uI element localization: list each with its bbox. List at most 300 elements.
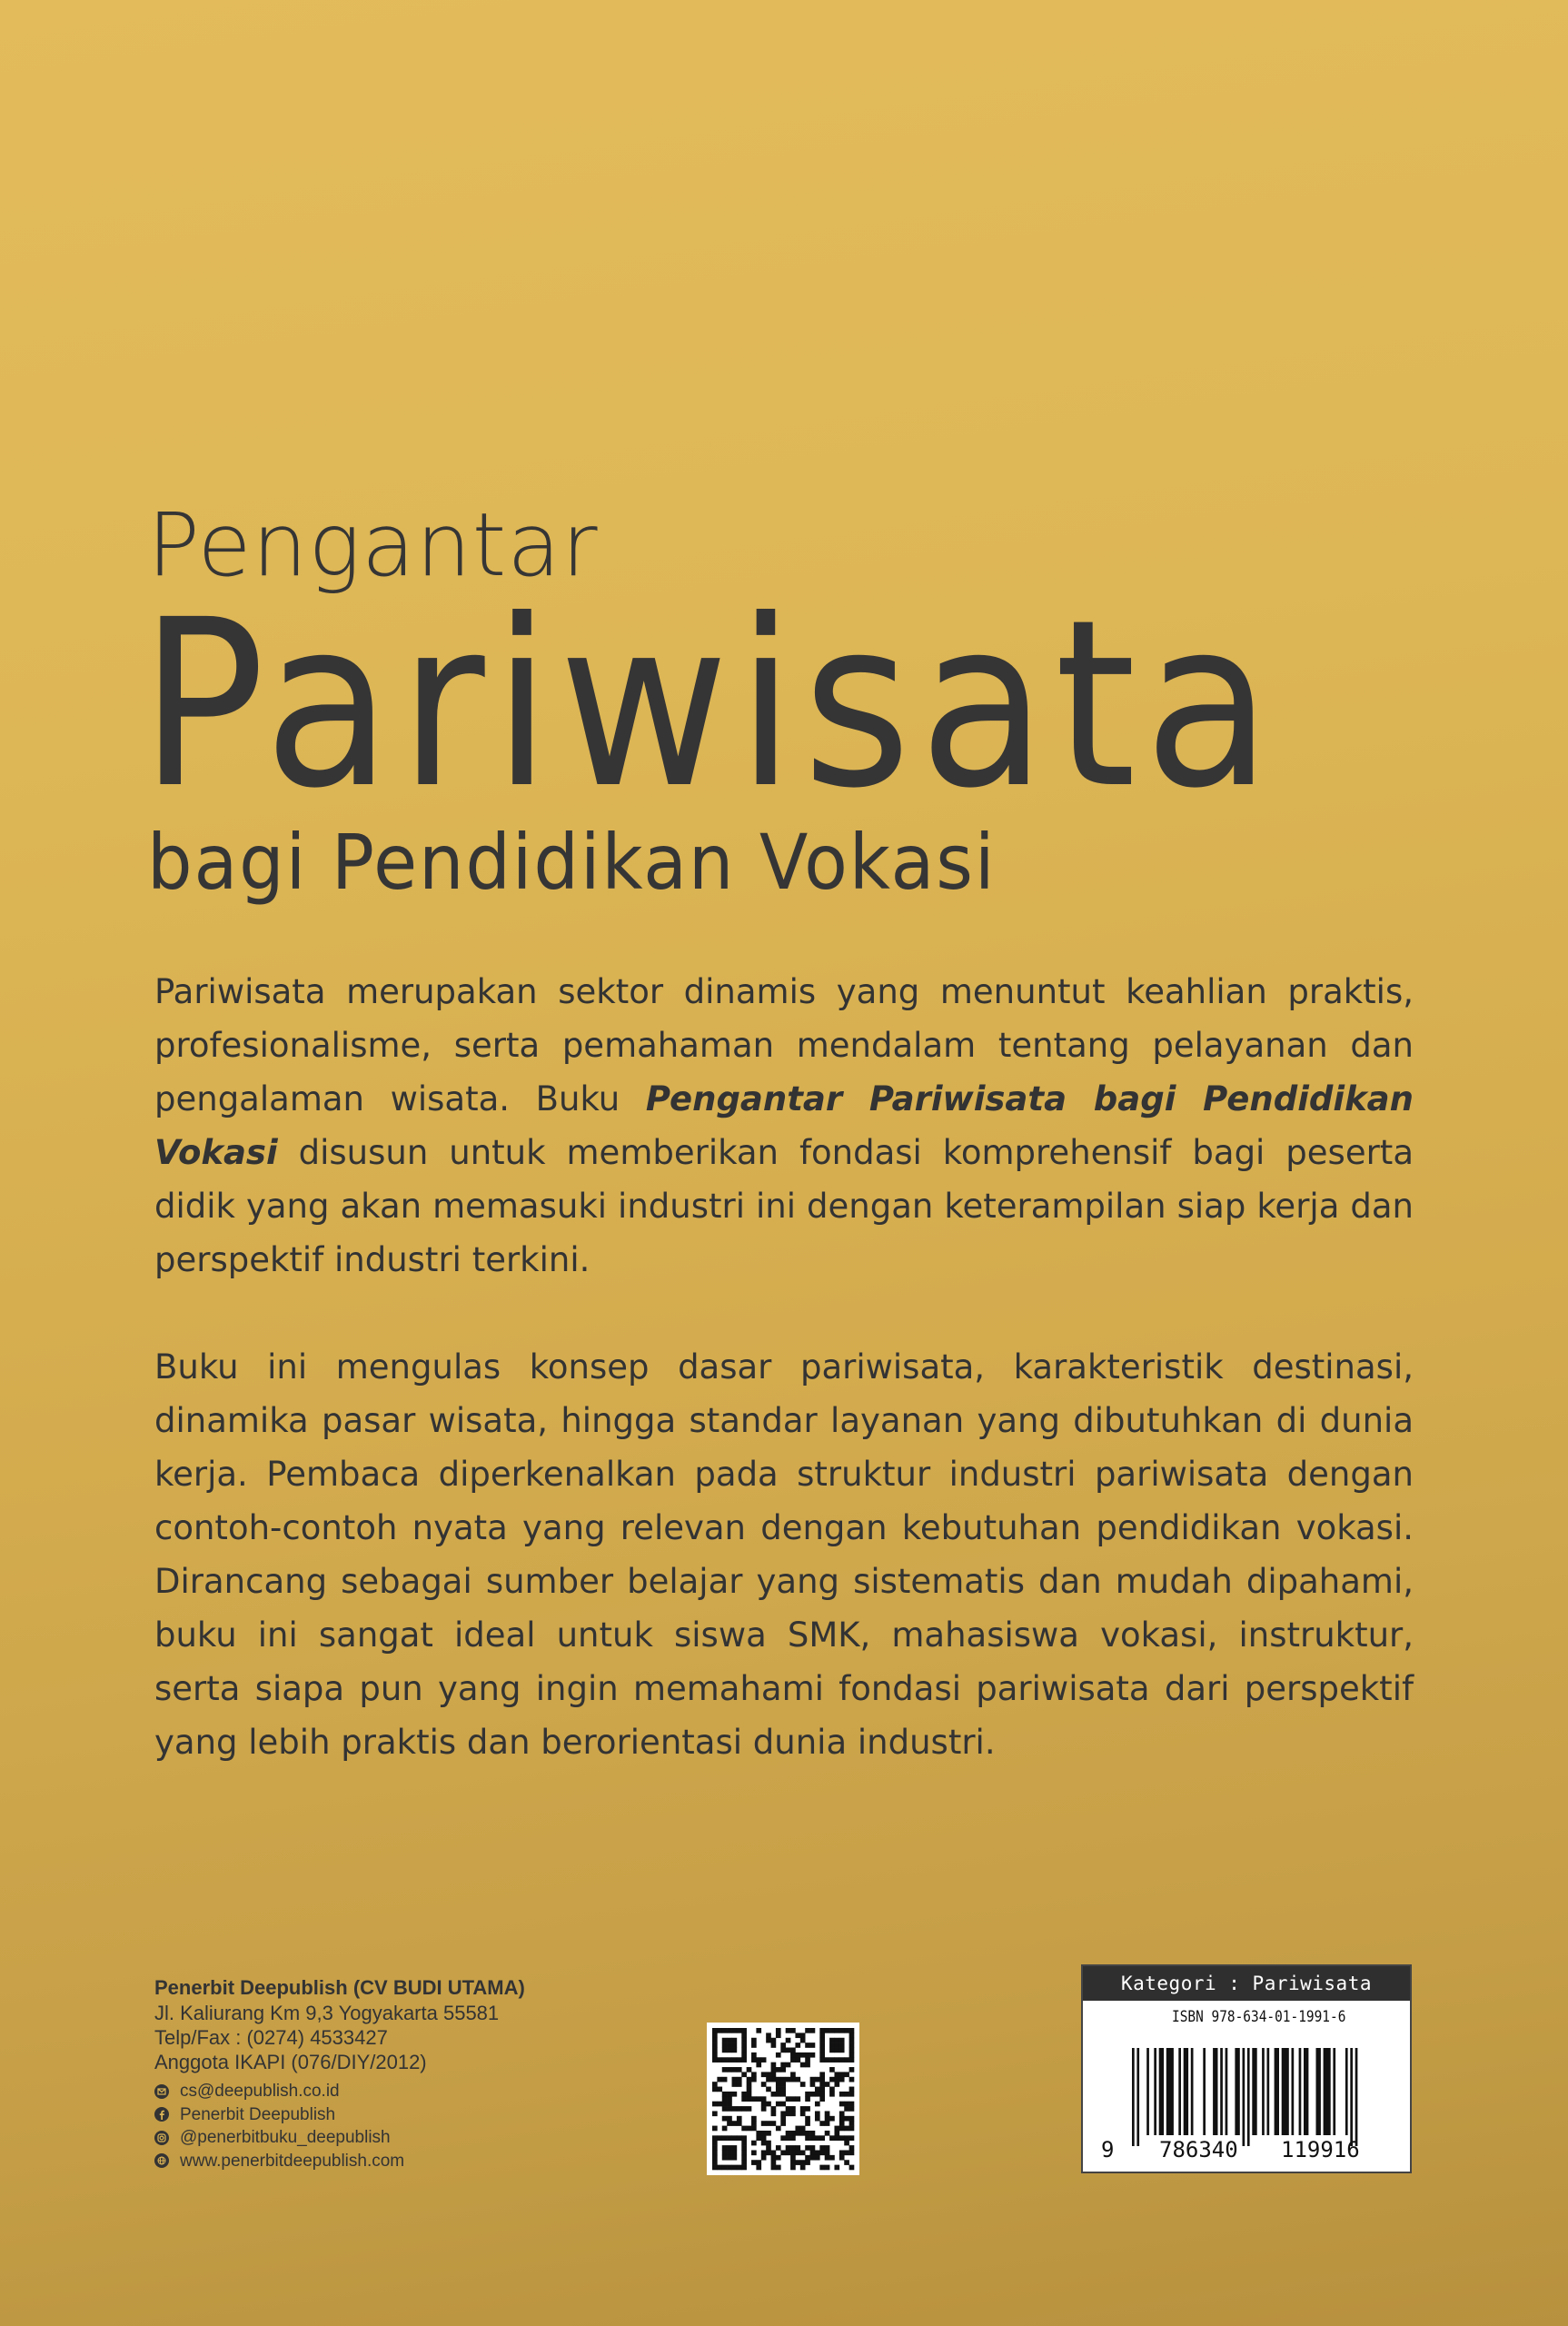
qr-module — [839, 2077, 845, 2082]
barcode — [1128, 2048, 1374, 2148]
qr-module — [712, 2028, 718, 2033]
qr-module — [805, 2121, 810, 2126]
qr-module — [810, 2155, 816, 2161]
blurb-p1-text-end: disusun untuk memberikan fondasi komprehensif bagi peserta didik yang akan memasuki industri ini dengan keterampilan siap kerja dan perspektif industri terkini. — [154, 1133, 1414, 1279]
qr-module — [795, 2096, 800, 2102]
publisher-contacts — [154, 2080, 663, 2172]
qr-module — [849, 2126, 855, 2132]
qr-module — [825, 2057, 830, 2063]
qr-module — [732, 2082, 738, 2087]
qr-module — [810, 2053, 816, 2058]
qr-module — [732, 2155, 738, 2161]
qr-module — [829, 2155, 835, 2161]
qr-module — [825, 2145, 830, 2151]
qr-module — [717, 2057, 722, 2063]
qr-module — [766, 2087, 771, 2092]
qr-module — [839, 2102, 845, 2107]
barcode-bar — [1243, 2048, 1245, 2146]
qr-module — [722, 2135, 728, 2141]
qr-module — [810, 2092, 816, 2097]
qr-module — [712, 2145, 718, 2151]
qr-module — [819, 2072, 825, 2077]
qr-module — [795, 2033, 800, 2038]
qr-module — [737, 2067, 742, 2073]
qr-module — [800, 2160, 806, 2165]
qr-module — [834, 2131, 839, 2136]
barcode-bar — [1324, 2048, 1331, 2135]
qr-module — [849, 2135, 855, 2141]
barcode-bar — [1132, 2048, 1135, 2146]
qr-module — [790, 2028, 796, 2033]
blurb-paragraph-1 — [154, 965, 1414, 1287]
qr-module — [776, 2126, 781, 2132]
qr-module — [790, 2155, 796, 2161]
qr-module — [741, 2126, 747, 2132]
contact-facebook[interactable] — [154, 2103, 663, 2127]
qr-module — [800, 2033, 806, 2038]
qr-module — [741, 2096, 747, 2102]
qr-module — [732, 2092, 738, 2097]
qr-module — [790, 2111, 796, 2116]
qr-module — [722, 2155, 728, 2161]
qr-module — [819, 2048, 825, 2053]
qr-module — [844, 2126, 849, 2132]
qr-module — [717, 2135, 722, 2141]
qr-module — [712, 2038, 718, 2043]
qr-module — [780, 2067, 786, 2073]
qr-module — [756, 2096, 761, 2102]
qr-module — [805, 2106, 810, 2112]
barcode-bar — [1154, 2048, 1156, 2135]
qr-module — [747, 2077, 752, 2082]
barcode-bar — [1304, 2048, 1308, 2135]
qr-module — [722, 2106, 728, 2112]
qr-module — [849, 2048, 855, 2053]
qr-module — [751, 2096, 757, 2102]
title-subtitle: bagi Pendidikan Vokasi — [147, 818, 997, 907]
qr-module — [732, 2106, 738, 2112]
qr-module — [780, 2082, 786, 2087]
qr-module — [751, 2043, 757, 2048]
qr-module — [766, 2077, 771, 2082]
qr-module — [741, 2028, 747, 2033]
instagram-icon — [154, 2131, 169, 2145]
qr-module — [756, 2063, 761, 2068]
barcode-bar — [1345, 2048, 1348, 2135]
qr-module — [776, 2155, 781, 2161]
title-main: Pariwisata — [140, 570, 1280, 839]
qr-module — [761, 2082, 767, 2087]
qr-module — [780, 2063, 786, 2068]
qr-module — [849, 2057, 855, 2063]
qr-module — [834, 2072, 839, 2077]
qr-module — [825, 2121, 830, 2126]
qr-module — [732, 2038, 738, 2043]
qr-module — [819, 2121, 825, 2126]
qr-module — [844, 2072, 849, 2077]
qr-module — [839, 2057, 845, 2063]
qr-module — [771, 2072, 777, 2077]
qr-module — [786, 2111, 791, 2116]
qr-module — [727, 2048, 732, 2053]
qr-module — [795, 2126, 800, 2132]
qr-module — [756, 2057, 761, 2063]
qr-module — [819, 2038, 825, 2043]
qr-module — [839, 2135, 845, 2141]
qr-module — [732, 2165, 738, 2171]
blurb-p1-text-start: Pariwisata merupakan sektor dinamis yang menuntut keahlian praktis, profesionalisme, serta pemahaman mendalam tentang pelayanan dan pengalaman wisata. Buku — [154, 972, 1414, 1118]
barcode-bar — [1191, 2048, 1194, 2135]
qr-module — [722, 2048, 728, 2053]
qr-module — [800, 2126, 806, 2132]
barcode-bar — [1226, 2048, 1228, 2135]
qr-module — [790, 2150, 796, 2155]
contact-instagram[interactable] — [154, 2126, 663, 2150]
qr-module — [761, 2072, 767, 2077]
qr-module — [805, 2160, 810, 2165]
qr-module — [819, 2053, 825, 2058]
qr-module — [741, 2165, 747, 2171]
barcode-bar — [1350, 2048, 1353, 2146]
qr-module — [849, 2116, 855, 2122]
email-icon — [154, 2084, 169, 2099]
qr-module — [712, 2165, 718, 2171]
qr-module — [756, 2165, 761, 2171]
globe-icon — [154, 2153, 169, 2168]
qr-module — [805, 2096, 810, 2102]
qr-module — [849, 2053, 855, 2058]
qr-module — [834, 2165, 839, 2171]
qr-module — [732, 2028, 738, 2033]
qr-module — [786, 2028, 791, 2033]
qr-module — [790, 2106, 796, 2112]
qr-module — [790, 2057, 796, 2063]
qr-module — [751, 2160, 757, 2165]
qr-module — [741, 2072, 747, 2077]
qr-module — [810, 2043, 816, 2048]
facebook-icon — [154, 2107, 169, 2122]
qr-module — [805, 2053, 810, 2058]
qr-module — [737, 2165, 742, 2171]
qr-module — [844, 2116, 849, 2122]
publisher-phone: Telp/Fax : (0274) 4533427 — [154, 2026, 388, 2049]
qr-module — [727, 2150, 732, 2155]
qr-module — [776, 2033, 781, 2038]
qr-module — [839, 2155, 845, 2161]
qr-module — [844, 2150, 849, 2155]
qr-module — [825, 2165, 830, 2171]
qr-module — [790, 2135, 796, 2141]
barcode-bar — [1220, 2048, 1223, 2135]
barcode-bar — [1235, 2048, 1239, 2135]
qr-module — [780, 2111, 786, 2116]
barcode-bar — [1213, 2048, 1217, 2135]
qr-module — [790, 2096, 796, 2102]
qr-module — [839, 2028, 845, 2033]
qr-module — [737, 2077, 742, 2082]
publisher-name: Penerbit Deepublish (CV BUDI UTAMA) — [154, 1976, 525, 1999]
qr-module — [727, 2096, 732, 2102]
qr-module — [829, 2067, 835, 2073]
qr-module — [849, 2102, 855, 2107]
qr-module — [780, 2043, 786, 2048]
qr-module — [771, 2165, 777, 2171]
qr-module — [786, 2131, 791, 2136]
qr-module — [800, 2063, 806, 2068]
qr-module — [766, 2141, 771, 2146]
qr-module — [741, 2135, 747, 2141]
qr-module — [786, 2048, 791, 2053]
qr-module — [771, 2092, 777, 2097]
qr-module — [727, 2102, 732, 2107]
qr-module — [776, 2053, 781, 2058]
qr-module — [741, 2141, 747, 2146]
qr-module — [839, 2121, 845, 2126]
qr-module — [834, 2135, 839, 2141]
qr-module — [732, 2145, 738, 2151]
qr-module — [722, 2150, 728, 2155]
qr-module — [766, 2102, 771, 2107]
qr-module — [800, 2111, 806, 2116]
qr-module — [780, 2150, 786, 2155]
barcode-digits-left: 786340 — [1159, 2137, 1238, 2162]
qr-module — [751, 2072, 757, 2077]
qr-module — [790, 2160, 796, 2165]
qr-module — [766, 2038, 771, 2043]
qr-module — [795, 2057, 800, 2063]
qr-module — [771, 2155, 777, 2161]
qr-module — [810, 2077, 816, 2082]
qr-module — [825, 2082, 830, 2087]
qr-module — [722, 2028, 728, 2033]
qr-module — [805, 2135, 810, 2141]
qr-module — [717, 2102, 722, 2107]
qr-module — [761, 2131, 767, 2136]
qr-module — [839, 2111, 845, 2116]
qr-module — [844, 2057, 849, 2063]
qr-module — [815, 2116, 820, 2122]
qr-module — [771, 2150, 777, 2155]
barcode-bar — [1316, 2048, 1321, 2135]
qr-module — [805, 2116, 810, 2122]
qr-module — [829, 2087, 835, 2092]
publisher-info — [154, 1975, 663, 2172]
qr-module — [819, 2145, 825, 2151]
qr-module — [780, 2092, 786, 2097]
qr-module — [776, 2082, 781, 2087]
barcode-bar — [1178, 2048, 1181, 2135]
qr-module — [727, 2092, 732, 2097]
qr-module — [819, 2092, 825, 2097]
qr-module — [805, 2057, 810, 2063]
qr-module — [722, 2096, 728, 2102]
qr-module — [741, 2038, 747, 2043]
qr-module — [849, 2092, 855, 2097]
qr-module — [790, 2072, 796, 2077]
qr-module — [727, 2155, 732, 2161]
qr-module — [834, 2057, 839, 2063]
qr-module — [810, 2082, 816, 2087]
qr-module — [786, 2145, 791, 2151]
blurb — [154, 965, 1414, 1823]
qr-module — [790, 2048, 796, 2053]
qr-module — [761, 2106, 767, 2112]
qr-module — [712, 2048, 718, 2053]
qr-module — [834, 2077, 839, 2082]
qr-module — [819, 2087, 825, 2092]
qr-module — [727, 2135, 732, 2141]
qr-module — [741, 2043, 747, 2048]
qr-module — [722, 2165, 728, 2171]
qr-module — [810, 2145, 816, 2151]
qr-module — [834, 2048, 839, 2053]
qr-code-graphic — [707, 2023, 859, 2175]
qr-module — [727, 2145, 732, 2151]
qr-module — [751, 2121, 757, 2126]
qr-module — [790, 2165, 796, 2171]
qr-module — [722, 2057, 728, 2063]
barcode-bar — [1247, 2048, 1250, 2146]
qr-module — [712, 2135, 718, 2141]
qr-module — [819, 2033, 825, 2038]
qr-module — [795, 2053, 800, 2058]
qr-module — [732, 2067, 738, 2073]
qr-module — [849, 2121, 855, 2126]
qr-module — [844, 2028, 849, 2033]
qr-module — [737, 2106, 742, 2112]
qr-module — [727, 2067, 732, 2073]
qr-module — [800, 2038, 806, 2043]
qr-module — [712, 2033, 718, 2038]
qr-module — [722, 2067, 728, 2073]
qr-module — [780, 2135, 786, 2141]
qr-module — [800, 2106, 806, 2112]
barcode-bar — [1136, 2048, 1139, 2146]
title-block — [140, 494, 1464, 911]
qr-module — [839, 2092, 845, 2097]
blurb-paragraph-2: Buku ini mengulas konsep dasar pariwisata, karakteristik destinasi, dinamika pasar wisata, hingga standar layanan yang dibutuhkan di dunia kerja. Pembaca diperkenalkan pada struktur industri pariwisata dengan contoh-contoh nyata yang relevan dengan kebutuhan pendidikan vokasi. Dirancang sebagai sumber belajar yang sistematis dan mudah dipahami, buku ini sangat ideal untuk siswa SMK, mahasiswa vokasi, instruktur, serta siapa pun yang ingin memahami fondasi pariwisata dari perspektif yang lebih praktis dan berorientasi dunia industri. — [154, 1347, 1414, 1762]
qr-module — [805, 2145, 810, 2151]
qr-module — [805, 2092, 810, 2097]
qr-module — [780, 2102, 786, 2107]
qr-module — [815, 2092, 820, 2097]
barcode-bar — [1252, 2048, 1256, 2135]
qr-module — [786, 2096, 791, 2102]
barcode-digit-prefix: 9 — [1101, 2137, 1115, 2162]
qr-module — [732, 2121, 738, 2126]
qr-module — [815, 2102, 820, 2107]
qr-module — [727, 2165, 732, 2171]
qr-module — [751, 2150, 757, 2155]
qr-module — [780, 2077, 786, 2082]
qr-module — [747, 2096, 752, 2102]
qr-module — [805, 2155, 810, 2161]
barcode-bar — [1267, 2048, 1270, 2135]
qr-module — [771, 2106, 777, 2112]
qr-module — [747, 2082, 752, 2087]
qr-module — [771, 2121, 777, 2126]
qr-code[interactable] — [707, 2023, 859, 2175]
barcode-bar — [1275, 2048, 1279, 2135]
qr-module — [786, 2038, 791, 2043]
qr-module — [829, 2077, 835, 2082]
qr-module — [819, 2077, 825, 2082]
qr-module — [761, 2057, 767, 2063]
qr-module — [756, 2135, 761, 2141]
qr-module — [722, 2077, 728, 2082]
barcode-bar — [1282, 2048, 1289, 2135]
qr-module — [766, 2072, 771, 2077]
qr-module — [825, 2131, 830, 2136]
qr-module — [776, 2092, 781, 2097]
qr-module — [844, 2092, 849, 2097]
qr-module — [737, 2082, 742, 2087]
qr-module — [712, 2053, 718, 2058]
barcode-bar — [1355, 2048, 1358, 2146]
qr-module — [795, 2043, 800, 2048]
qr-module — [776, 2077, 781, 2082]
qr-module — [776, 2102, 781, 2107]
qr-module — [810, 2028, 816, 2033]
qr-module — [810, 2135, 816, 2141]
qr-module — [819, 2043, 825, 2048]
qr-module — [737, 2028, 742, 2033]
qr-module — [722, 2038, 728, 2043]
qr-module — [849, 2150, 855, 2155]
qr-module — [741, 2048, 747, 2053]
qr-module — [839, 2116, 845, 2122]
qr-module — [766, 2121, 771, 2126]
qr-module — [819, 2057, 825, 2063]
publisher-membership: Anggota IKAPI (076/DIY/2012) — [154, 2051, 427, 2073]
contact-instagram-text: @penerbitbuku_deepublish — [180, 2128, 391, 2147]
qr-module — [844, 2160, 849, 2165]
contact-email[interactable] — [154, 2080, 663, 2103]
qr-module — [839, 2038, 845, 2043]
qr-module — [737, 2116, 742, 2122]
qr-module — [722, 2102, 728, 2107]
barcode-bar — [1159, 2048, 1164, 2135]
qr-module — [825, 2116, 830, 2122]
barcode-bar — [1333, 2048, 1335, 2135]
qr-module — [819, 2096, 825, 2102]
barcode-bar — [1166, 2048, 1174, 2135]
qr-module — [815, 2077, 820, 2082]
qr-module — [815, 2155, 820, 2161]
qr-module — [741, 2155, 747, 2161]
qr-module — [805, 2043, 810, 2048]
qr-module — [722, 2043, 728, 2048]
qr-module — [741, 2145, 747, 2151]
qr-module — [771, 2063, 777, 2068]
qr-module — [722, 2092, 728, 2097]
contact-website[interactable] — [154, 2150, 663, 2173]
qr-module — [786, 2106, 791, 2112]
qr-module — [849, 2067, 855, 2073]
qr-module — [815, 2087, 820, 2092]
qr-module — [717, 2028, 722, 2033]
qr-module — [776, 2087, 781, 2092]
qr-module — [751, 2038, 757, 2043]
qr-module — [815, 2135, 820, 2141]
qr-module — [741, 2150, 747, 2155]
qr-module — [761, 2155, 767, 2161]
qr-module — [771, 2038, 777, 2043]
qr-module — [834, 2082, 839, 2087]
qr-module — [819, 2165, 825, 2171]
contact-website-text: www.penerbitdeepublish.com — [180, 2151, 405, 2171]
qr-module — [780, 2087, 786, 2092]
